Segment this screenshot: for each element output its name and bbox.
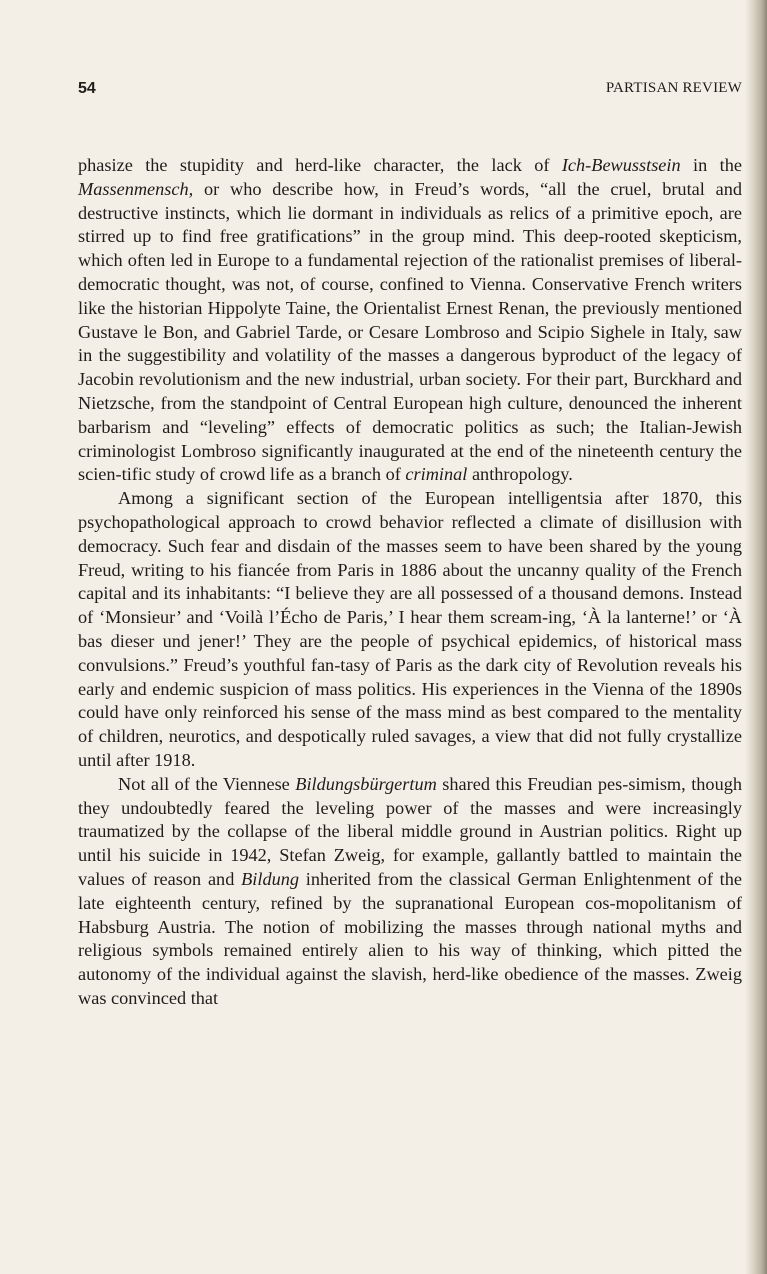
text-run: Among a significant section of the European intelligentsia after 1870, this psychopathological approach to crowd behavior reflected a climate of disillusion with democracy. Such fear and disdain of the masses seem to have been shared by the young Freud, writing to his fiancée from Paris in 1886 about the uncanny quality of the French capital and its inhabitants: “I believe they are all possessed of a thousand demons. Instead of ‘Monsieur’ and ‘Voilà l’Écho de Paris,’ I hear them scream-ing, ‘À la lanterne!’ or ‘À bas dieser und jener!’ They are the people of psychical epidemics, of historical mass convulsions.” Freud’s youthful fan-tasy of Paris as the dark city of Revolution reveals his early and endemic suspicion of mass politics. His experiences in the Vienna of the 1890s could have only reinforced his sense of the mass mind as best compared to the mentality of children, neurotics, and despotically ruled savages, a view that did not fully crystallize until after 1918. bbox=[78, 488, 742, 770]
running-head: PARTISAN REVIEW bbox=[605, 80, 742, 96]
paragraph-1 bbox=[78, 154, 742, 487]
text-run: in the bbox=[680, 155, 742, 175]
text-run: phasize the stupidity and herd-like character, the lack of bbox=[78, 155, 562, 175]
paragraph-2 bbox=[78, 487, 742, 773]
body-text bbox=[78, 154, 742, 1011]
italic-term: Massenmensch, bbox=[78, 178, 194, 199]
text-run: Not all of the Viennese bbox=[118, 773, 296, 794]
text-run: or who describe how, in Freud’s words, “all the cruel, brutal and destructive instincts, which lie dormant in individuals as relics of a primitive epoch, are stirred up to find free gratifications” in the group mind. This deep-rooted skepticism, which often led in Europe to a fundamental rejection of the rationalist premises of liberal-democratic thought, was not, of course, confined to Vienna. Conservative French writers like the historian Hippolyte Taine, the Orientalist Ernest Renan, the previously mentioned Gustave le Bon, and Gabriel Tarde, or Cesare Lombroso and Scipio Sighele in Italy, saw in the suggestibility and volatility of the masses a dangerous byproduct of the legacy of Jacobin revolutionism and the new industrial, urban society. For their part, Burckhard and Nietzsche, from the standpoint of Central European high culture, denounced the inherent barbarism and “leveling” effects of democratic politics as such; the Italian-Jewish criminologist Lombroso significantly inaugurated at the end of the nineteenth century the scien-tific study of crowd life as a branch of bbox=[78, 178, 742, 485]
page-header bbox=[78, 80, 742, 102]
italic-term: Bildungsbürgertum bbox=[295, 773, 437, 794]
text-run: anthropology. bbox=[467, 464, 573, 485]
text-run: shared this Freudian pes-simism, though they undoubtedly feared the leveling power of the masses and were increasingly traumatized by the collapse of the liberal middle ground in Austrian politics. Right up until his suicide in 1942, Stefan Zweig, for example, gallantly battled to maintain the values of reason and bbox=[78, 773, 742, 889]
italic-term: Ich-Bewusstsein bbox=[561, 155, 681, 175]
italic-term: criminal bbox=[405, 464, 468, 485]
text-run: inherited from the classical German Enlightenment of the late eighteenth century, refined by the supranational European cos-mopolitanism of Habsburg Austria. The notion of mobilizing the masses through national myths and religious symbols remained entirely alien to his way of thinking, which pitted the autonomy of the individual against the slavish, herd-like obedience of the masses. Zweig was convinced that bbox=[78, 868, 743, 1008]
paragraph-3 bbox=[78, 773, 742, 1011]
page-number: 54 bbox=[78, 80, 96, 97]
book-spine-shadow bbox=[745, 0, 767, 1274]
italic-term: Bildung bbox=[241, 868, 300, 889]
